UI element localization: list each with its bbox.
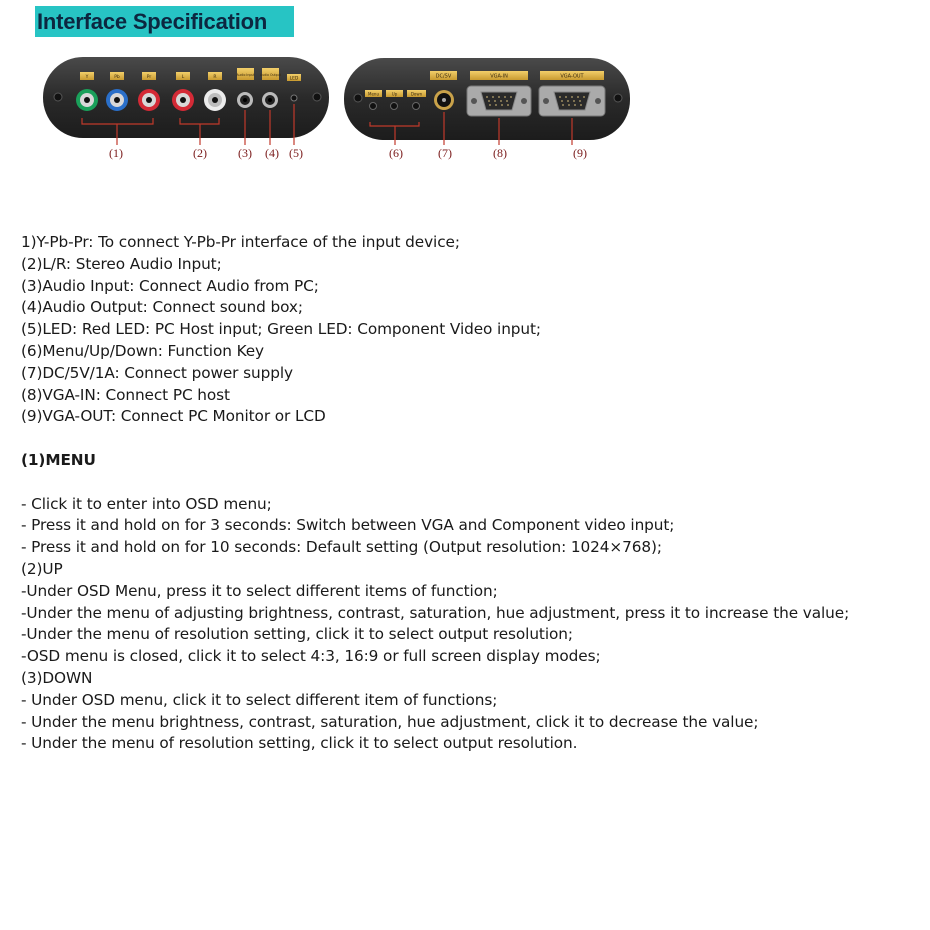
screw-icon: [313, 93, 321, 101]
label-pr: Pr: [146, 75, 152, 80]
screw-icon: [54, 93, 62, 101]
label-r: R: [213, 75, 217, 80]
interface-item: (2)L/R: Stereo Audio Input;: [21, 254, 222, 273]
vga-in-port: [467, 86, 531, 116]
front-panel: [43, 57, 329, 160]
screw-icon: [354, 94, 362, 102]
rca-jack-y: [76, 89, 98, 111]
interface-item: (4)Audio Output: Connect sound box;: [21, 298, 303, 317]
label-down: Down: [410, 91, 423, 97]
screw-icon: [614, 94, 622, 102]
interface-item: (7)DC/5V/1A: Connect power supply: [21, 363, 293, 382]
interface-item: 1)Y-Pb-Pr: To connect Y-Pb-Pr interface of the input device;: [21, 233, 460, 251]
menu-line: - Press it and hold on for 3 seconds: Switch between VGA and Component video input;: [21, 516, 675, 535]
label-l: L: [181, 75, 185, 80]
audio-output-jack: [262, 92, 278, 108]
dc-power-jack: [434, 90, 454, 110]
up-line: -Under the menu of resolution setting, click it to select output resolution;: [21, 625, 573, 644]
rca-jack-l: [172, 89, 194, 111]
label-audio-input: Audio Input: [236, 73, 255, 77]
up-heading: (2)UP: [21, 559, 63, 578]
callout-6: (6): [389, 146, 403, 160]
callout-4: (4): [265, 146, 279, 160]
menu-button: [370, 103, 377, 110]
label-pb: Pb: [114, 75, 120, 80]
interface-item: (3)Audio Input: Connect Audio from PC;: [21, 276, 319, 295]
down-line: - Under OSD menu, click it to select different item of functions;: [21, 690, 498, 709]
audio-input-jack: [237, 92, 253, 108]
callout-7: (7): [438, 146, 452, 160]
callout-3: (3): [238, 146, 252, 160]
up-line: -Under the menu of adjusting brightness, contrast, saturation, hue adjustment, press it to increase the value;: [21, 603, 850, 622]
back-panel: [344, 58, 630, 160]
menu-line: - Click it to enter into OSD menu;: [21, 494, 272, 513]
specification-text: [21, 232, 926, 755]
interface-item: (8)VGA-IN: Connect PC host: [21, 385, 230, 404]
rca-jack-pr: [138, 89, 160, 111]
up-line: -OSD menu is closed, click it to select 4:3, 16:9 or full screen display modes;: [21, 647, 601, 666]
up-button: [391, 103, 398, 110]
device-panels-illustration: [0, 0, 930, 180]
callout-8: (8): [493, 146, 507, 160]
label-vga-in: VGA-IN: [490, 73, 508, 80]
menu-heading: (1)MENU: [21, 450, 96, 469]
page-title: Interface Specification: [37, 9, 268, 34]
label-vga-out: VGA-OUT: [560, 73, 584, 80]
callout-9: (9): [573, 146, 587, 160]
label-led: LED: [289, 76, 299, 82]
down-line: - Under the menu brightness, contrast, saturation, hue adjustment, click it to decrease the value;: [21, 712, 759, 731]
led-indicator: [291, 95, 297, 101]
interface-item: (5)LED: Red LED: PC Host input; Green LED: Component Video input;: [21, 320, 541, 339]
label-y: Y: [85, 75, 89, 80]
label-menu: Menu: [368, 91, 379, 97]
rca-jack-r: [204, 89, 226, 111]
menu-line: - Press it and hold on for 10 seconds: Default setting (Output resolution: 1024×768);: [21, 538, 662, 557]
label-up: Up: [391, 91, 398, 97]
callout-2: (2): [193, 146, 207, 160]
interface-item: (9)VGA-OUT: Connect PC Monitor or LCD: [21, 407, 326, 426]
callout-5: (5): [289, 146, 303, 160]
up-line: -Under OSD Menu, press it to select different items of function;: [21, 581, 498, 600]
interface-item: (6)Menu/Up/Down: Function Key: [21, 341, 265, 360]
down-line: - Under the menu of resolution setting, click it to select output resolution.: [21, 734, 578, 753]
label-audio-output: Audio Output: [259, 73, 282, 77]
vga-out-port: [539, 86, 605, 116]
down-button: [413, 103, 420, 110]
label-dc5v: DC/5V: [435, 73, 452, 80]
rca-jack-pb: [106, 89, 128, 111]
down-heading: (3)DOWN: [21, 668, 93, 687]
callout-1: (1): [109, 146, 123, 160]
interface-list: [21, 232, 926, 428]
